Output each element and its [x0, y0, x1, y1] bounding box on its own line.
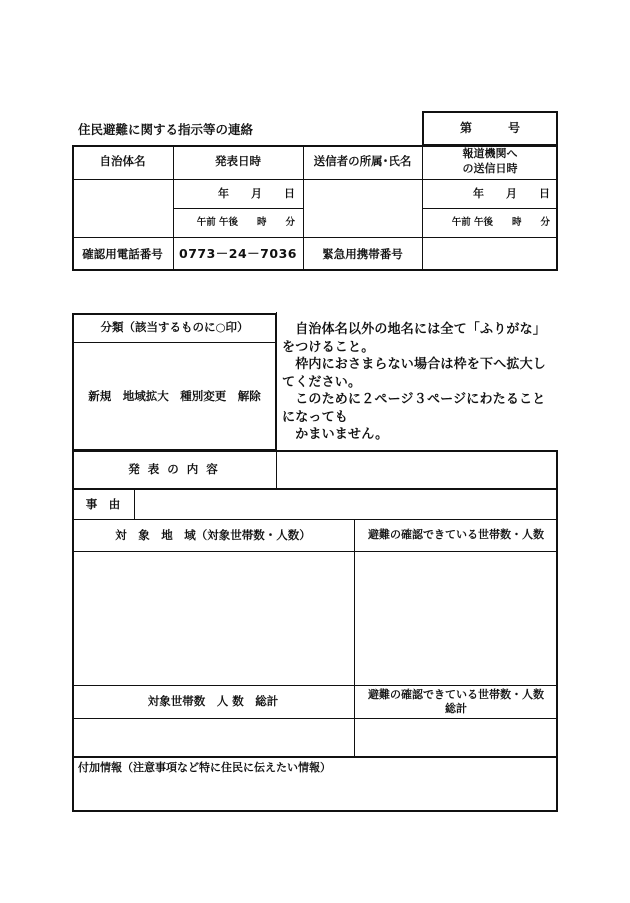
phone-label: 確認用電話番号	[82, 246, 163, 261]
note-line: になっても	[282, 409, 349, 425]
note-line: をつけること。	[282, 339, 375, 355]
target-total-field[interactable]	[72, 719, 354, 756]
instruction-notes	[282, 321, 554, 444]
additional-info-label: 付加情報（注意事項など特に住民に伝えたい情報）	[78, 760, 331, 774]
note-line: てください。	[282, 374, 362, 390]
sender-header: 送信者の所属･氏名	[313, 154, 412, 169]
media-date-field[interactable]: 年 月 日	[473, 186, 550, 200]
media-time-field[interactable]: 午前 午後 時 分	[451, 216, 550, 228]
announce-date-field[interactable]: 年 月 日	[218, 186, 295, 200]
form-title: 住民避難に関する指示等の連絡	[78, 121, 254, 137]
reason-label: 事 由	[85, 496, 121, 511]
announce-content-field[interactable]	[278, 451, 556, 488]
confirmed-total-field[interactable]	[355, 719, 557, 756]
target-area-field[interactable]	[72, 552, 354, 685]
media-send-header: 報道機関へ の送信日時	[462, 147, 518, 175]
additional-info-field[interactable]	[72, 778, 558, 811]
confirmed-header: 避難の確認できている世帯数・人数	[368, 528, 544, 542]
target-area-header: 対 象 地 域（対象世帯数・人数）	[115, 527, 311, 542]
note-line: 自治体名以外の地名には全て「ふりがな」	[282, 322, 547, 337]
mobile-field[interactable]	[422, 238, 558, 271]
reason-field[interactable]	[135, 490, 556, 519]
confirmed-field[interactable]	[355, 552, 557, 685]
phone-value: 0773－24－7036	[179, 246, 297, 262]
classification-options[interactable]: 新規 地域拡大 種別変更 解除	[88, 389, 261, 404]
announce-content-label: 発 表 の 内 容	[128, 461, 220, 476]
note-line: かまいません。	[282, 427, 389, 442]
note-line: このために２ページ３ページにわたること	[282, 392, 546, 407]
note-line: 枠内におさまらない場合は枠を下へ拡大し	[282, 357, 547, 372]
announce-time-field[interactable]: 午前 午後 時 分	[196, 216, 295, 228]
municipality-header: 自治体名	[99, 154, 146, 169]
number-label: 第 号	[459, 121, 520, 136]
classification-header: 分類（該当するものに○印）	[100, 319, 249, 334]
target-total-header: 対象世帯数 人 数 総計	[147, 694, 279, 709]
confirmed-total-header: 避難の確認できている世帯数・人数 総計	[368, 688, 544, 715]
mobile-label: 緊急用携帯番号	[322, 246, 403, 261]
announce-datetime-header: 発表日時	[215, 154, 261, 169]
